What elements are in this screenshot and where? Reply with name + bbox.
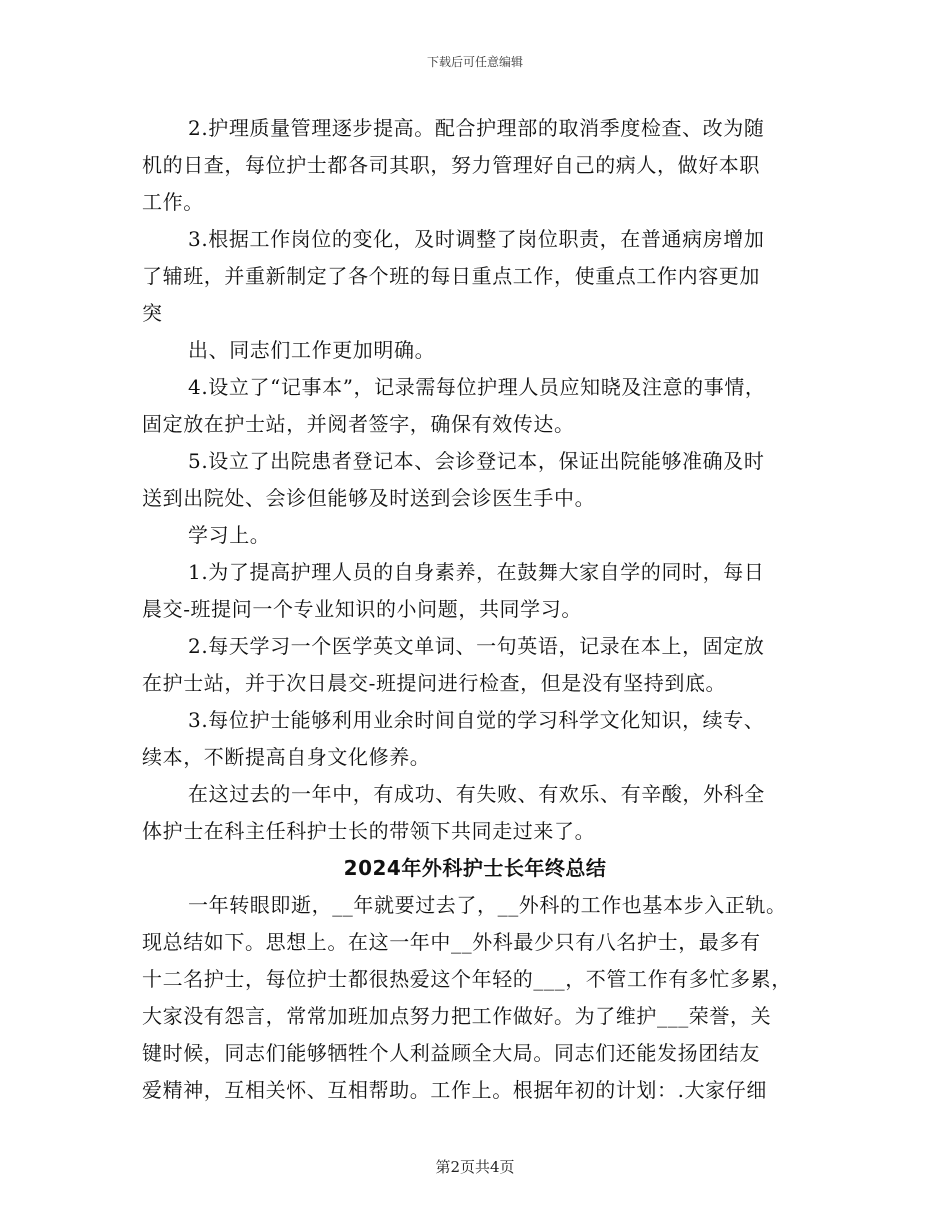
text-line: 了辅班，并重新制定了各个班的每日重点工作，使重点工作内容更加 <box>142 264 760 288</box>
header-note: 下载后可任意编辑 <box>426 55 523 69</box>
text-line: 晨交-班提问一个专业知识的小问题，共同学习。 <box>142 597 582 621</box>
text-line: 固定放在护士站，并阅者签字，确保有效传达。 <box>142 412 575 436</box>
text-line: 2.护理质量管理逐步提高。配合护理部的取消季度检查、改为随 <box>188 116 765 140</box>
text-line: 学习上。 <box>188 523 271 547</box>
text-line: 体护士在科主任科护士长的带领下共同走过来了。 <box>142 819 596 843</box>
text-line: 2.每天学习一个医学英文单词、一句英语，记录在本上，固定放 <box>188 634 765 658</box>
text-line: 4.设立了“记事本”，记录需每位护理人员应知晓及注意的事情， <box>188 375 766 399</box>
body-paragraphs <box>142 110 808 850</box>
text-line: 机的日查，每位护士都各司其职，努力管理好自己的病人，做好本职 <box>142 153 760 177</box>
text-line: 现总结如下。思想上。在这一年中__外科最少只有八名护士，最多有 <box>142 930 761 954</box>
text-line: 出、同志们工作更加明确。 <box>188 338 436 362</box>
document-body <box>142 110 808 1109</box>
text-line: 十二名护士，每位护士都很热爱这个年轻的___，不管工作有多忙多累， <box>142 967 792 991</box>
section-paragraphs <box>142 887 808 1109</box>
text-line: 5.设立了出院患者登记本、会诊登记本，保证出院能够准确及时 <box>188 449 765 473</box>
text-line: 续本，不断提高自身文化修养。 <box>142 745 431 769</box>
text-line: 1.为了提高护理人员的自身素养，在鼓舞大家自学的同时，每日 <box>188 560 765 584</box>
section-title: 2024年外科护士长年终总结 <box>343 856 607 880</box>
text-line: 工作。 <box>142 190 204 214</box>
text-line: 在护士站，并于次日晨交-班提问进行检查，但是没有坚持到底。 <box>142 671 727 695</box>
text-line: 大家没有怨言，常常加班加点努力把工作做好。为了维护___荣誉，关 <box>142 1004 772 1028</box>
text-line: 一年转眼即逝，__年就要过去了，__外科的工作也基本步入正轨。 <box>188 893 787 917</box>
text-line: 爱精神，互相关怀、互相帮助。工作上。根据年初的计划：.大家仔细 <box>142 1078 767 1102</box>
text-line: 键时候，同志们能够牺牲个人利益顾全大局。同志们还能发扬团结友 <box>142 1041 760 1065</box>
text-line: 3.每位护士能够利用业余时间自觉的学习科学文化知识，续专、 <box>188 708 765 732</box>
text-line: 送到出院处、会诊但能够及时送到会诊医生手中。 <box>142 486 596 510</box>
page-number: 第2页共4页 <box>435 1158 515 1176</box>
text-line: 突 <box>142 301 163 325</box>
text-line: 在这过去的一年中，有成功、有失败、有欢乐、有辛酸，外科全 <box>188 782 765 806</box>
text-line: 3.根据工作岗位的变化，及时调整了岗位职责，在普通病房增加 <box>188 227 765 251</box>
